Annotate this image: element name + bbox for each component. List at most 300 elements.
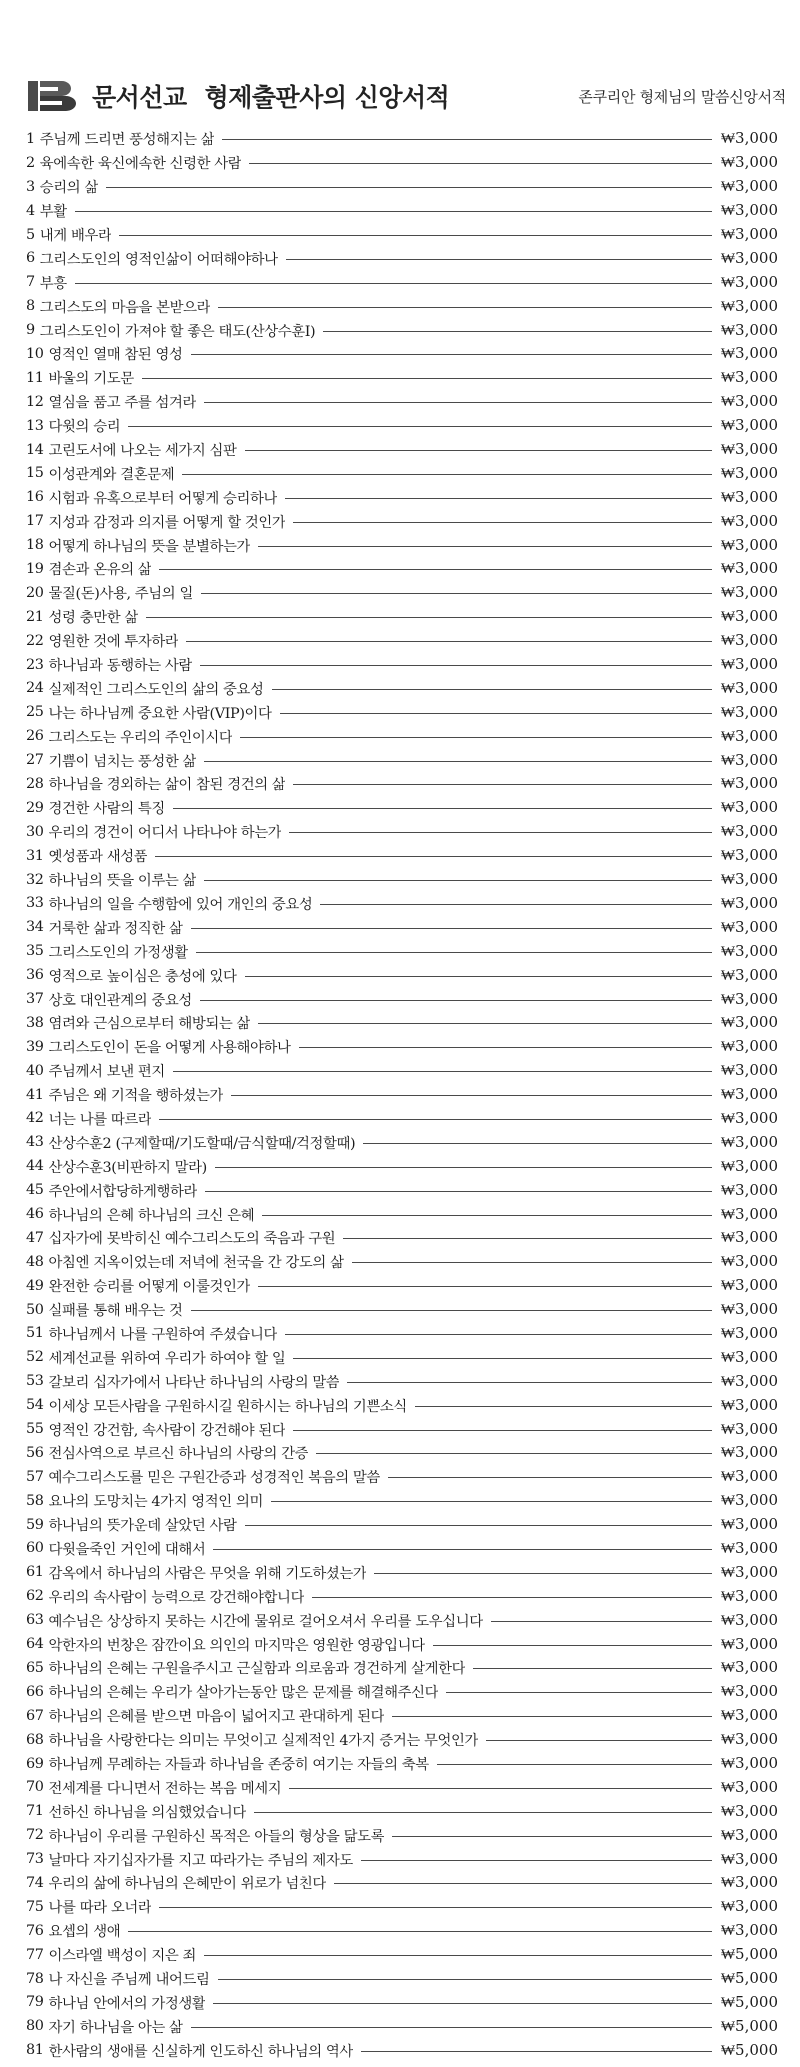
book-list-item [26, 1632, 778, 1656]
dotted-leader [473, 1668, 712, 1669]
dotted-leader [191, 1310, 712, 1311]
book-price: ₩3,000 [720, 1706, 778, 1725]
book-number: 74 [26, 1874, 44, 1891]
book-list-item [26, 1943, 778, 1967]
book-list-item [26, 485, 778, 509]
book-list-item [26, 1298, 778, 1322]
book-number: 77 [26, 1946, 44, 1963]
dotted-leader [343, 1238, 712, 1239]
book-title: 주안에서합당하게행하라 [48, 1183, 198, 1200]
book-price: ₩3,000 [720, 1252, 778, 1271]
dotted-leader [245, 450, 712, 451]
book-number: 48 [26, 1253, 44, 1270]
book-number: 6 [26, 250, 35, 267]
book-price: ₩3,000 [720, 320, 778, 339]
dotted-leader [363, 1143, 712, 1144]
book-price: ₩3,000 [720, 1562, 778, 1581]
book-list-item [26, 1919, 778, 1943]
dotted-leader [222, 139, 712, 140]
book-price: ₩3,000 [720, 535, 778, 554]
book-title: 거룩한 삶과 정직한 삶 [48, 920, 183, 937]
book-list-item [26, 1513, 778, 1537]
book-price: ₩3,000 [720, 607, 778, 626]
dotted-leader [191, 2027, 712, 2028]
book-list-item [26, 1274, 778, 1298]
dotted-leader [142, 378, 712, 379]
book-list-item [26, 1656, 778, 1680]
book-list-item [26, 2014, 778, 2038]
book-price: ₩3,000 [720, 1037, 778, 1056]
book-price: ₩3,000 [720, 1801, 778, 1820]
book-number: 7 [26, 274, 35, 291]
b-logo-icon [26, 78, 80, 114]
dotted-leader [280, 713, 712, 714]
dotted-leader [347, 1382, 712, 1383]
dotted-leader [312, 1597, 712, 1598]
book-number: 25 [26, 704, 44, 721]
dotted-leader [352, 1262, 712, 1263]
book-title: 한사람의 생애를 신실하게 인도하신 하나님의 역사 [48, 2043, 353, 2060]
book-number: 20 [26, 584, 44, 601]
dotted-leader [200, 1000, 712, 1001]
book-list-item [26, 915, 778, 939]
book-list-item [26, 461, 778, 485]
book-price: ₩3,000 [720, 1586, 778, 1605]
book-number: 37 [26, 991, 44, 1007]
dotted-leader [323, 331, 712, 332]
book-title: 영적인 강건함, 속사람이 강건해야 된다 [48, 1422, 286, 1439]
book-title: 그리스도는 우리의 주인이시다 [48, 729, 233, 746]
book-number: 78 [26, 1970, 44, 1987]
dotted-leader [159, 1119, 712, 1120]
book-list-item [26, 676, 778, 700]
book-price: ₩3,000 [720, 846, 778, 865]
book-list-item [26, 223, 778, 247]
book-title: 예수님은 상상하지 못하는 시간에 물위로 걸어오셔서 우리를 도우십니다 [48, 1613, 483, 1630]
book-price: ₩3,000 [720, 1180, 778, 1199]
book-list-item [26, 748, 778, 772]
book-list-item [26, 2038, 778, 2062]
book-list-item [26, 1369, 778, 1393]
book-list-item [26, 1154, 778, 1178]
dotted-leader [415, 1406, 712, 1407]
book-price: ₩3,000 [720, 726, 778, 745]
book-number: 12 [26, 393, 44, 410]
dotted-leader [218, 307, 712, 308]
book-title: 우리의 속사람이 능력으로 강건해야합니다 [48, 1589, 305, 1606]
book-title: 그리스도인의 영적인삶이 어떠해야하나 [39, 251, 278, 268]
book-title: 겸손과 온유의 삶 [48, 562, 152, 579]
book-price: ₩3,000 [720, 1921, 778, 1940]
book-title: 열심을 품고 주를 섬겨라 [48, 395, 197, 412]
book-title: 그리스도인이 돈을 어떻게 사용해야하나 [48, 1040, 291, 1057]
dotted-leader [119, 235, 712, 236]
book-number: 68 [26, 1731, 44, 1748]
book-number: 1 [26, 130, 35, 147]
book-number: 31 [26, 847, 44, 864]
book-title: 하나님의 일을 수행함에 있어 개인의 중요성 [48, 896, 313, 913]
book-title: 하나님의 은혜는 우리가 살아가는동안 많은 문제를 해결해주신다 [48, 1685, 439, 1702]
book-list-item [26, 1847, 778, 1871]
book-price: ₩3,000 [720, 1682, 778, 1701]
book-number: 9 [26, 322, 35, 339]
book-list-item [26, 1584, 778, 1608]
dotted-leader [293, 522, 712, 523]
book-number: 44 [26, 1158, 44, 1175]
book-title: 하나님께 무례하는 자들과 하나님을 존중히 여기는 자들의 축복 [48, 1757, 429, 1773]
book-list-item [26, 939, 778, 963]
book-number: 26 [26, 728, 44, 745]
dotted-leader [433, 1645, 712, 1646]
dotted-leader [392, 1716, 712, 1717]
book-number: 11 [26, 369, 44, 386]
book-title: 전세계를 다니면서 전하는 복음 메세지 [48, 1780, 282, 1797]
book-title: 자기 하나님을 아는 삶 [48, 2019, 183, 2036]
book-title: 우리의 삶에 하나님의 은혜만이 위로가 넘친다 [48, 1876, 326, 1893]
dotted-leader [316, 1453, 712, 1454]
book-title: 나는 하나님께 중요한 사람(VIP)이다 [48, 705, 272, 722]
book-title: 아침엔 지옥이었는데 저녁에 천국을 간 강도의 삶 [48, 1255, 344, 1272]
dotted-leader [320, 904, 712, 905]
book-list-item [26, 199, 778, 223]
dotted-leader [293, 1358, 712, 1359]
book-title: 어떻게 하나님의 뜻을 분별하는가 [48, 538, 251, 555]
book-price: ₩3,000 [720, 1658, 778, 1677]
dotted-leader [272, 689, 712, 690]
book-number: 63 [26, 1612, 44, 1629]
book-price: ₩3,000 [720, 1443, 778, 1462]
book-list-item [26, 342, 778, 366]
book-list-item [26, 987, 778, 1011]
book-number: 64 [26, 1636, 44, 1653]
book-list-item [26, 127, 778, 151]
book-title: 부활 [39, 204, 67, 221]
book-list-item [26, 1226, 778, 1250]
dotted-leader [249, 163, 712, 164]
book-number: 8 [26, 298, 35, 315]
book-title: 영적인 열매 참된 영성 [48, 347, 183, 364]
dotted-leader [218, 1979, 712, 1980]
book-list-item [26, 1465, 778, 1489]
book-list-item [26, 1441, 778, 1465]
book-price: ₩3,000 [720, 941, 778, 960]
book-price: ₩3,000 [720, 965, 778, 984]
book-price: ₩3,000 [720, 1013, 778, 1032]
book-title: 하나님의 뜻을 이루는 삶 [48, 873, 197, 890]
book-title: 바울의 기도문 [48, 371, 134, 388]
book-title: 하나님의 뜻가운데 살았던 사람 [48, 1518, 237, 1535]
dotted-leader [201, 593, 712, 594]
book-title: 산상수훈3(비판하지 말라) [48, 1159, 207, 1176]
dotted-leader [285, 498, 712, 499]
book-title: 다윗을죽인 거인에 대해서 [48, 1541, 206, 1558]
book-number: 52 [26, 1349, 44, 1366]
book-number: 43 [26, 1134, 44, 1151]
book-list-item [26, 1250, 778, 1274]
book-list-item [26, 270, 778, 294]
book-list-item [26, 1895, 778, 1919]
page-header [26, 76, 786, 116]
dotted-leader [215, 1167, 712, 1168]
dotted-leader [159, 569, 712, 570]
book-price: ₩3,000 [720, 1085, 778, 1104]
book-list-item [26, 1059, 778, 1083]
book-title: 하나님이 우리를 구원하신 목적은 아들의 형상을 닮도록 [48, 1828, 385, 1845]
book-price: ₩3,000 [720, 1108, 778, 1127]
book-price: ₩3,000 [720, 368, 778, 387]
dotted-leader [388, 1477, 712, 1478]
dotted-leader [173, 1071, 712, 1072]
dotted-leader [213, 2003, 712, 2004]
dotted-leader [289, 1788, 712, 1789]
book-number: 60 [26, 1540, 44, 1557]
book-price: ₩3,000 [720, 201, 778, 220]
book-list-item [26, 724, 778, 748]
book-title: 상호 대인관계의 중요성 [48, 992, 192, 1009]
book-number: 53 [26, 1373, 44, 1390]
book-price: ₩3,000 [720, 559, 778, 578]
book-price: ₩3,000 [720, 225, 778, 243]
book-title: 그리스도인이 가져야 할 좋은 태도(산상수훈Ⅰ) [39, 323, 316, 340]
dotted-leader [293, 784, 712, 785]
book-list-item [26, 533, 778, 557]
book-price: ₩3,000 [720, 440, 778, 459]
book-title: 그리스도의 마음을 본받으라 [39, 299, 211, 316]
book-title: 이스라엘 백성이 지은 죄 [48, 1948, 197, 1965]
book-price: ₩3,000 [720, 1347, 778, 1366]
book-number: 28 [26, 775, 44, 792]
dotted-leader [437, 1764, 712, 1765]
book-number: 73 [26, 1851, 44, 1868]
book-list-item [26, 1990, 778, 2014]
dotted-leader [200, 665, 712, 666]
book-list-item [26, 1728, 778, 1752]
book-price: ₩3,000 [720, 1467, 778, 1486]
book-price: ₩3,000 [720, 1132, 778, 1151]
book-list-item [26, 294, 778, 318]
book-price: ₩3,000 [720, 1873, 778, 1892]
dotted-leader [262, 1215, 712, 1216]
book-price: ₩3,000 [720, 702, 778, 721]
book-number: 21 [26, 608, 44, 625]
book-price: ₩3,000 [720, 1371, 778, 1390]
book-list-item [26, 151, 778, 175]
dotted-leader [204, 761, 712, 762]
book-number: 22 [26, 632, 44, 649]
book-title: 요셉의 생애 [48, 1924, 121, 1941]
book-number: 19 [26, 560, 44, 577]
book-title: 너는 나를 따르라 [48, 1111, 152, 1128]
book-price: ₩3,000 [720, 893, 778, 912]
dotted-leader [128, 426, 712, 427]
book-number: 69 [26, 1755, 44, 1772]
book-title: 부흥 [39, 275, 67, 292]
dotted-leader [204, 1955, 712, 1956]
book-price: ₩3,000 [720, 989, 778, 1008]
book-price: ₩3,000 [720, 1730, 778, 1749]
book-list-item [26, 892, 778, 916]
book-title: 요나의 도망치는 4가지 영적인 의미 [48, 1494, 263, 1511]
book-title: 실제적인 그리스도인의 삶의 중요성 [48, 681, 264, 698]
book-number: 49 [26, 1277, 44, 1294]
book-number: 24 [26, 680, 44, 697]
book-price: ₩3,000 [720, 1634, 778, 1653]
book-title: 세계선교를 위하여 우리가 하여야 할 일 [48, 1350, 286, 1367]
dotted-leader [258, 1286, 712, 1287]
dotted-leader [205, 1191, 712, 1192]
book-price: ₩5,000 [720, 1992, 778, 2011]
book-number: 41 [26, 1086, 44, 1103]
book-price: ₩3,000 [720, 870, 778, 889]
dotted-leader [191, 354, 712, 355]
book-price: ₩3,000 [720, 463, 778, 482]
book-number: 55 [26, 1421, 44, 1438]
book-list-item [26, 318, 778, 342]
book-number: 4 [26, 202, 35, 219]
book-list-item [26, 1775, 778, 1799]
book-list-item [26, 390, 778, 414]
book-number: 70 [26, 1779, 44, 1796]
dotted-leader [159, 1907, 712, 1908]
book-title: 하나님께서 나를 구원하여 주셨습니다 [48, 1326, 278, 1343]
book-number: 34 [26, 919, 44, 936]
book-number: 72 [26, 1827, 44, 1844]
book-number: 47 [26, 1229, 44, 1246]
book-price: ₩3,000 [720, 1849, 778, 1868]
book-number: 80 [26, 2018, 44, 2035]
book-title: 악한자의 번창은 잠깐이요 의인의 마지막은 영원한 영광입니다 [48, 1637, 425, 1654]
book-number: 10 [26, 345, 44, 362]
book-number: 18 [26, 537, 44, 554]
book-price: ₩3,000 [720, 1276, 778, 1295]
book-title: 성령 충만한 삶 [48, 610, 138, 627]
book-title: 전심사역으로 부르신 하나님의 사랑의 간증 [48, 1446, 309, 1463]
dotted-leader [334, 1883, 712, 1884]
dotted-leader [186, 641, 712, 642]
book-list-item [26, 1035, 778, 1059]
book-title: 하나님 안에서의 가정생활 [48, 1995, 206, 2012]
book-list-item [26, 1417, 778, 1441]
book-number: 30 [26, 823, 44, 840]
book-number: 16 [26, 489, 44, 506]
book-number: 33 [26, 895, 44, 912]
book-list-item [26, 509, 778, 533]
book-price: ₩3,000 [720, 678, 778, 697]
book-number: 32 [26, 871, 44, 888]
book-price: ₩5,000 [720, 1969, 778, 1988]
book-price: ₩3,000 [720, 296, 778, 315]
book-list-item [26, 366, 778, 390]
book-price: ₩3,000 [720, 416, 778, 435]
book-price: ₩3,000 [720, 750, 778, 769]
dotted-leader [204, 402, 712, 403]
book-number: 15 [26, 465, 44, 482]
book-list-item [26, 820, 778, 844]
dotted-leader [204, 880, 712, 881]
book-title: 선하신 하나님을 의심했었습니다 [48, 1804, 246, 1821]
book-list-item [26, 1178, 778, 1202]
book-price: ₩3,000 [720, 487, 778, 506]
book-list-item [26, 1967, 778, 1991]
book-title: 그리스도인의 가정생활 [48, 944, 188, 961]
book-title: 우리의 경건이 어디서 나타나야 하는가 [48, 825, 282, 842]
book-list-item [26, 1107, 778, 1131]
book-number: 35 [26, 943, 44, 960]
book-price: ₩3,000 [720, 1228, 778, 1247]
book-title: 하나님과 동행하는 사람 [48, 658, 192, 675]
book-title: 산상수훈2 (구제할때/기도할때/금식할때/걱정할때) [48, 1135, 356, 1152]
book-number: 50 [26, 1301, 44, 1318]
dotted-leader [182, 474, 712, 475]
dotted-leader [361, 2051, 712, 2052]
book-title: 영원한 것에 투자하라 [48, 634, 179, 651]
dotted-leader [446, 1692, 712, 1693]
book-list-item [26, 414, 778, 438]
book-title: 완전한 승리를 어떻게 이룰것인가 [48, 1279, 251, 1296]
book-list-item [26, 629, 778, 653]
book-price: ₩3,000 [720, 248, 778, 267]
dotted-leader [128, 1931, 712, 1932]
book-title: 하나님을 경외하는 삶이 참된 경건의 삶 [48, 777, 286, 794]
dotted-leader [240, 737, 712, 738]
book-number: 29 [26, 799, 44, 816]
book-list-item [26, 653, 778, 677]
book-title: 육에속한 육신에속한 신령한 사람 [39, 156, 242, 173]
book-title: 옛성품과 새성품 [48, 849, 148, 866]
book-list-item [26, 1489, 778, 1513]
book-number: 14 [26, 441, 44, 458]
book-title: 나 자신을 주님께 내어드림 [48, 1972, 210, 1989]
dotted-leader [106, 187, 712, 188]
book-title: 염려와 근심으로부터 해방되는 삶 [48, 1016, 251, 1033]
book-number: 54 [26, 1397, 44, 1414]
book-list-item [26, 1393, 778, 1417]
book-price: ₩3,000 [720, 798, 778, 817]
book-title: 물질(돈)사용, 주님의 일 [48, 586, 193, 603]
book-title: 고린도서에 나오는 세가지 심판 [48, 443, 237, 460]
book-title: 영적으로 높이심은 충성에 있다 [48, 968, 237, 985]
book-price: ₩3,000 [720, 1395, 778, 1414]
dotted-leader [191, 928, 712, 929]
book-title: 하나님을 사랑한다는 의미는 무엇이고 실제적인 4가지 증거는 무엇인가 [48, 1733, 479, 1750]
book-price: ₩3,000 [720, 1061, 778, 1080]
book-list-item [26, 1823, 778, 1847]
book-number: 40 [26, 1062, 44, 1079]
book-list-item [26, 246, 778, 270]
book-number: 23 [26, 656, 44, 673]
book-list-item [26, 700, 778, 724]
book-number: 5 [26, 226, 35, 243]
book-list-item [26, 963, 778, 987]
book-title: 주님은 왜 기적을 행하셨는가 [48, 1088, 224, 1105]
dotted-leader [392, 1836, 712, 1837]
book-list-item [26, 1608, 778, 1632]
brand-left: 문서선교 [92, 83, 187, 112]
book-list-item [26, 1345, 778, 1369]
book-title: 이성관계와 결혼문제 [48, 466, 175, 483]
book-title: 내게 배우라 [39, 228, 112, 244]
book-price: ₩3,000 [720, 511, 778, 530]
book-list-item [26, 1871, 778, 1895]
book-price: ₩3,000 [720, 631, 778, 650]
book-number: 59 [26, 1516, 44, 1533]
book-number: 17 [26, 513, 44, 530]
dotted-leader [173, 808, 712, 809]
book-price: ₩3,000 [720, 655, 778, 674]
dotted-leader [491, 1621, 712, 1622]
dotted-leader [75, 211, 712, 212]
book-title: 하나님의 은혜를 받으면 마음이 넓어지고 관대하게 된다 [48, 1709, 385, 1726]
